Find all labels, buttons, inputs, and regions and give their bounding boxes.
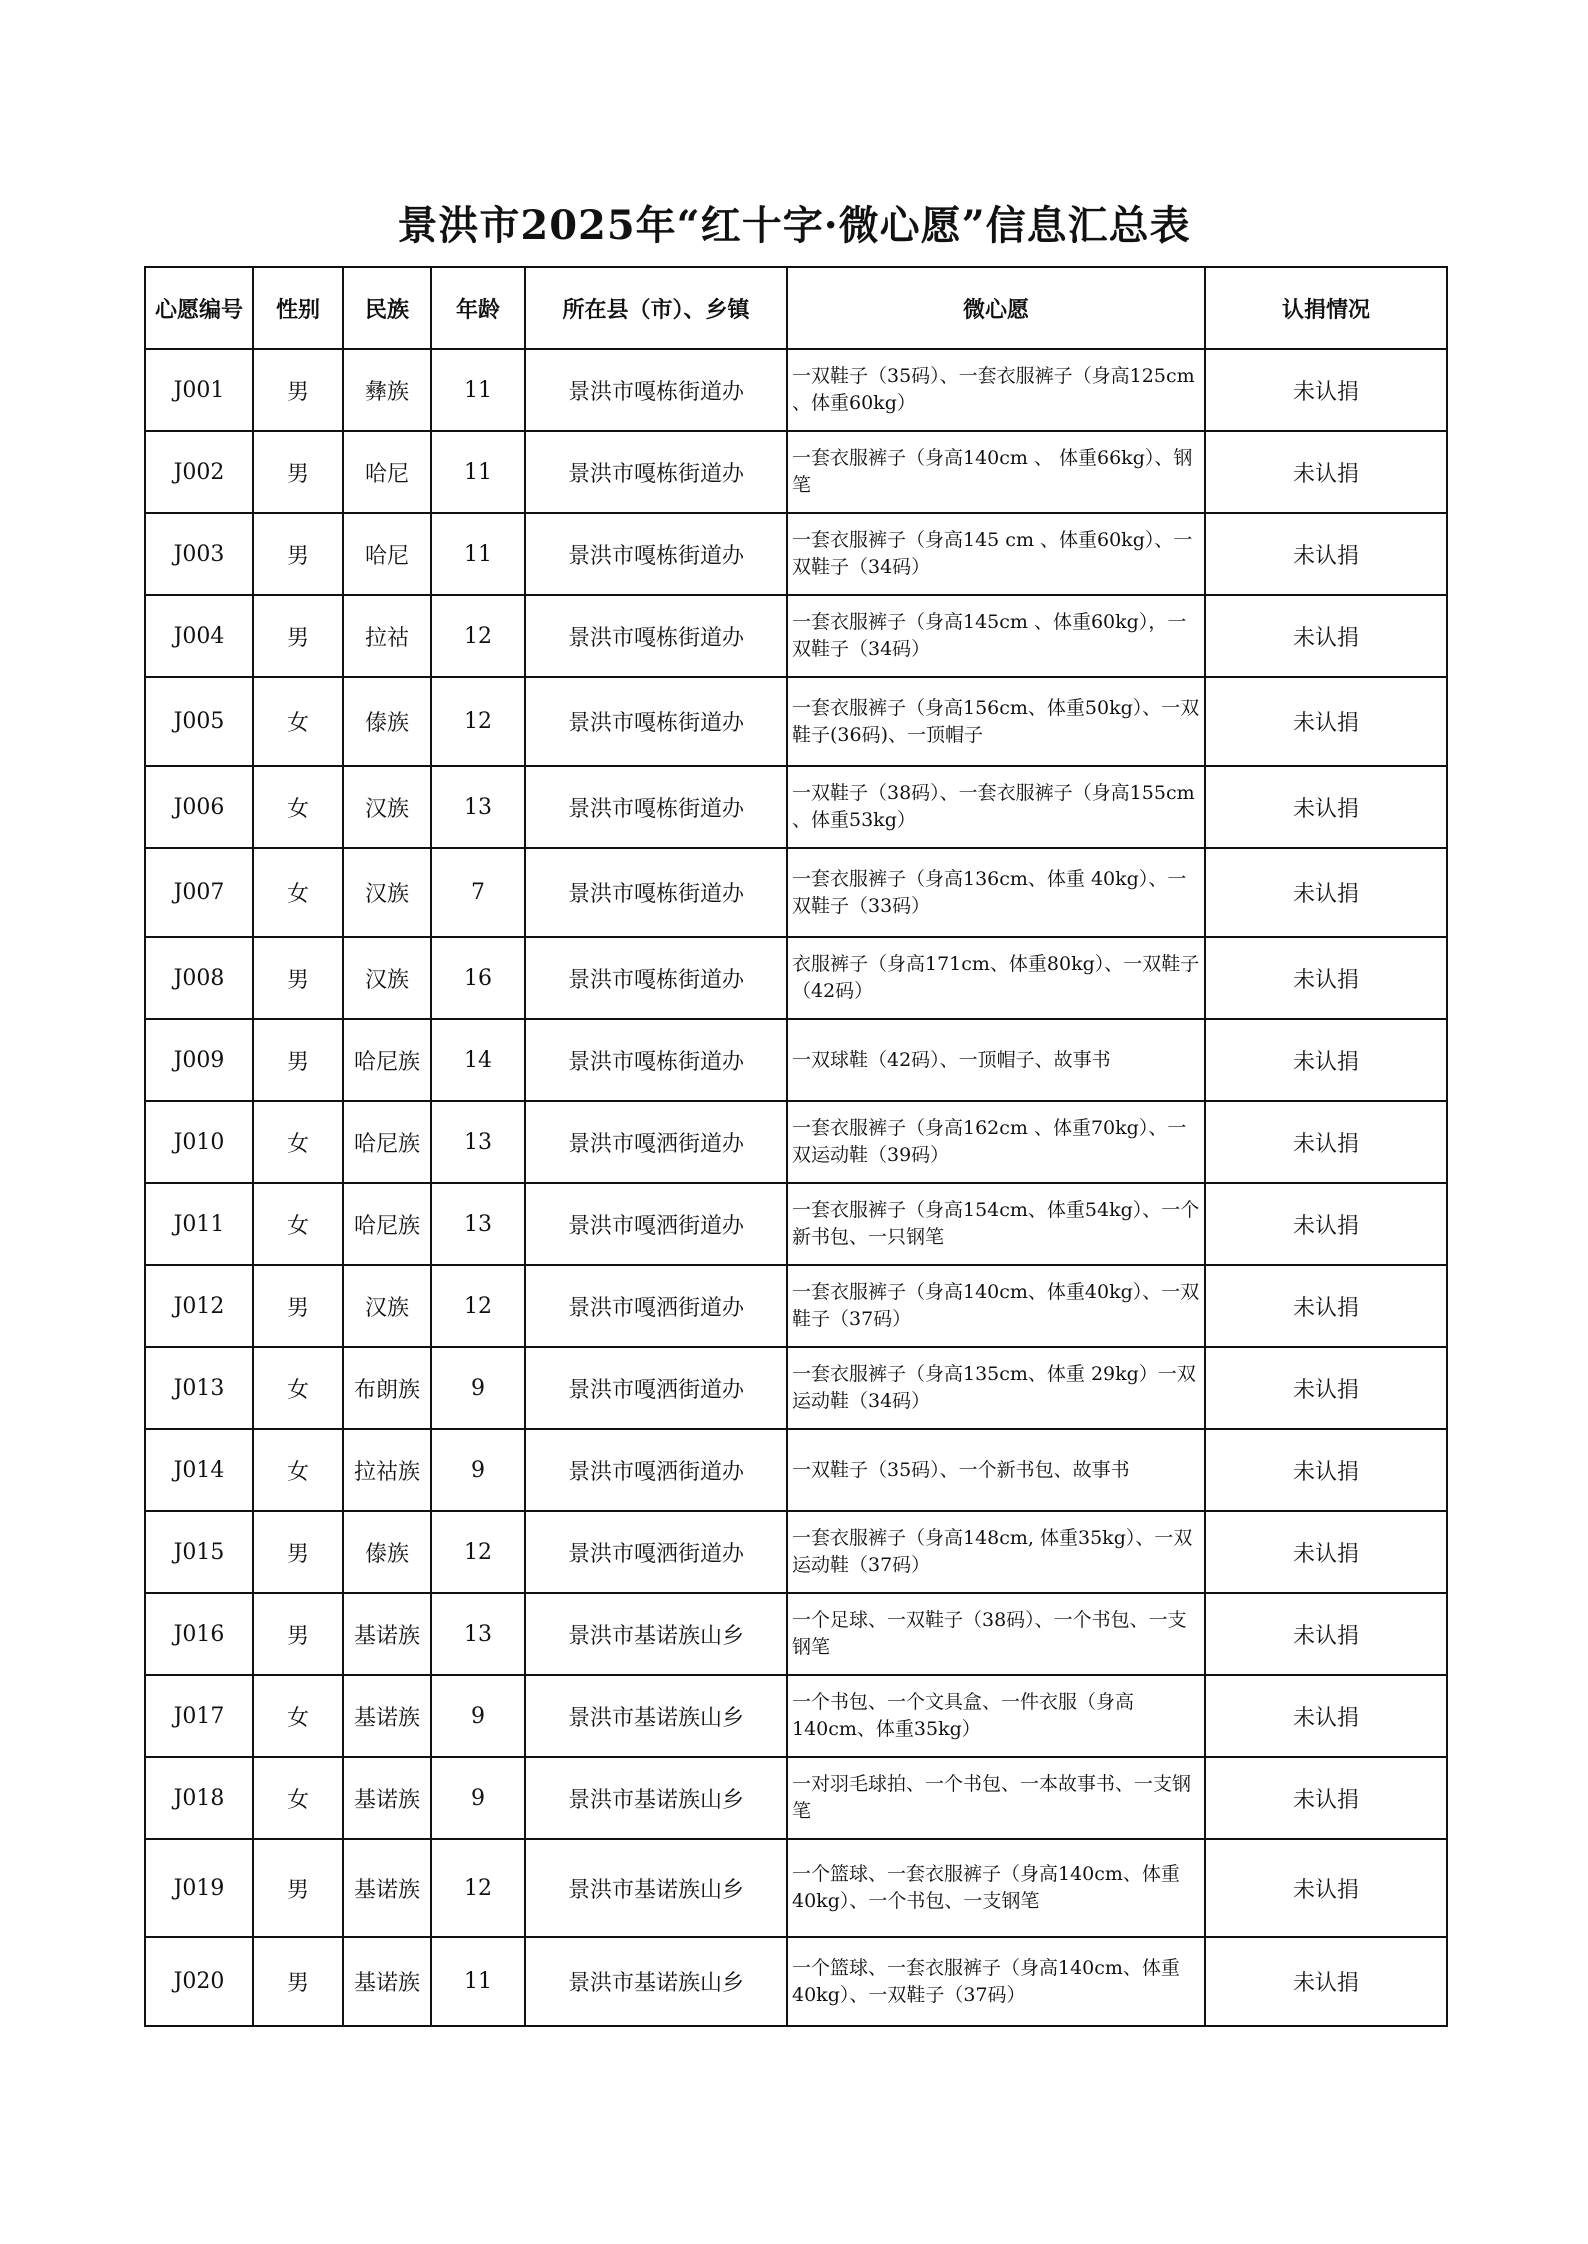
cell-wish-id: J008 (145, 937, 253, 1019)
cell-gender: 女 (253, 1347, 343, 1429)
cell-age: 9 (431, 1757, 525, 1839)
cell-gender: 女 (253, 1183, 343, 1265)
cell-wish-id: J004 (145, 595, 253, 677)
cell-status: 未认捐 (1205, 677, 1447, 766)
cell-status: 未认捐 (1205, 1937, 1447, 2026)
cell-ethnicity: 基诺族 (343, 1593, 431, 1675)
cell-wish-id: J015 (145, 1511, 253, 1593)
cell-ethnicity: 哈尼族 (343, 1183, 431, 1265)
cell-status: 未认捐 (1205, 1511, 1447, 1593)
cell-age: 9 (431, 1347, 525, 1429)
cell-location: 景洪市嘎栋街道办 (525, 766, 787, 848)
cell-status: 未认捐 (1205, 937, 1447, 1019)
cell-ethnicity: 布朗族 (343, 1347, 431, 1429)
cell-wish-id: J018 (145, 1757, 253, 1839)
table-row (145, 1511, 1447, 1593)
cell-age: 9 (431, 1429, 525, 1511)
cell-wish: 一个足球、一双鞋子（38码）、一个书包、一支钢笔 (787, 1593, 1205, 1675)
table-row (145, 1593, 1447, 1675)
column-header-location: 所在县（市）、乡镇 (525, 267, 787, 349)
cell-location: 景洪市嘎洒街道办 (525, 1511, 787, 1593)
cell-location: 景洪市嘎栋街道办 (525, 595, 787, 677)
cell-location: 景洪市嘎栋街道办 (525, 431, 787, 513)
cell-location: 景洪市嘎栋街道办 (525, 349, 787, 431)
cell-location: 景洪市嘎洒街道办 (525, 1265, 787, 1347)
cell-age: 12 (431, 1265, 525, 1347)
cell-status: 未认捐 (1205, 1183, 1447, 1265)
cell-age: 13 (431, 1593, 525, 1675)
table-row (145, 677, 1447, 766)
cell-wish: 衣服裤子（身高171cm、体重80kg）、一双鞋子（42码） (787, 937, 1205, 1019)
table-row (145, 1101, 1447, 1183)
cell-gender: 女 (253, 1675, 343, 1757)
cell-wish: 一套衣服裤子（身高145 cm 、体重60kg）、一双鞋子（34码） (787, 513, 1205, 595)
cell-ethnicity: 哈尼 (343, 431, 431, 513)
cell-age: 12 (431, 1511, 525, 1593)
cell-wish-id: J002 (145, 431, 253, 513)
cell-wish: 一个篮球、一套衣服裤子（身高140cm、体重40kg）、一双鞋子（37码） (787, 1937, 1205, 2026)
cell-wish: 一个篮球、一套衣服裤子（身高140cm、体重40kg）、一个书包、一支钢笔 (787, 1839, 1205, 1937)
cell-location: 景洪市基诺族山乡 (525, 1593, 787, 1675)
cell-status: 未认捐 (1205, 595, 1447, 677)
cell-status: 未认捐 (1205, 1839, 1447, 1937)
cell-wish: 一套衣服裤子（身高136cm、体重 40kg）、一双鞋子（33码） (787, 848, 1205, 937)
cell-location: 景洪市嘎栋街道办 (525, 848, 787, 937)
cell-age: 13 (431, 766, 525, 848)
cell-location: 景洪市基诺族山乡 (525, 1839, 787, 1937)
cell-location: 景洪市嘎栋街道办 (525, 1019, 787, 1101)
column-header-wish: 微心愿 (787, 267, 1205, 349)
cell-wish-id: J006 (145, 766, 253, 848)
cell-status: 未认捐 (1205, 1429, 1447, 1511)
cell-wish-id: J013 (145, 1347, 253, 1429)
cell-wish: 一双鞋子（35码）、一套衣服裤子（身高125cm 、体重60kg） (787, 349, 1205, 431)
cell-age: 7 (431, 848, 525, 937)
cell-location: 景洪市基诺族山乡 (525, 1675, 787, 1757)
cell-gender: 女 (253, 1429, 343, 1511)
cell-status: 未认捐 (1205, 1347, 1447, 1429)
cell-age: 12 (431, 595, 525, 677)
cell-wish: 一套衣服裤子（身高162cm 、体重70kg）、一双运动鞋（39码） (787, 1101, 1205, 1183)
cell-ethnicity: 基诺族 (343, 1937, 431, 2026)
cell-gender: 女 (253, 848, 343, 937)
cell-ethnicity: 哈尼 (343, 513, 431, 595)
cell-ethnicity: 傣族 (343, 1511, 431, 1593)
cell-wish: 一套衣服裤子（身高156cm、体重50kg）、一双鞋子(36码)、一顶帽子 (787, 677, 1205, 766)
cell-age: 12 (431, 677, 525, 766)
cell-location: 景洪市嘎洒街道办 (525, 1429, 787, 1511)
cell-age: 16 (431, 937, 525, 1019)
cell-gender: 男 (253, 1265, 343, 1347)
cell-ethnicity: 基诺族 (343, 1757, 431, 1839)
table-row (145, 1183, 1447, 1265)
cell-age: 13 (431, 1183, 525, 1265)
cell-gender: 男 (253, 937, 343, 1019)
cell-status: 未认捐 (1205, 848, 1447, 937)
cell-age: 13 (431, 1101, 525, 1183)
cell-ethnicity: 汉族 (343, 1265, 431, 1347)
cell-status: 未认捐 (1205, 349, 1447, 431)
cell-status: 未认捐 (1205, 1757, 1447, 1839)
cell-wish: 一套衣服裤子（身高135cm、体重 29kg）一双运动鞋（34码） (787, 1347, 1205, 1429)
cell-gender: 女 (253, 1757, 343, 1839)
cell-wish: 一个书包、一个文具盒、一件衣服（身高140cm、体重35kg） (787, 1675, 1205, 1757)
cell-gender: 男 (253, 1839, 343, 1937)
cell-wish-id: J011 (145, 1183, 253, 1265)
cell-wish-id: J007 (145, 848, 253, 937)
cell-wish-id: J014 (145, 1429, 253, 1511)
cell-ethnicity: 汉族 (343, 848, 431, 937)
table-row (145, 1937, 1447, 2026)
cell-wish-id: J001 (145, 349, 253, 431)
column-header-gender: 性别 (253, 267, 343, 349)
cell-ethnicity: 傣族 (343, 677, 431, 766)
cell-location: 景洪市嘎栋街道办 (525, 677, 787, 766)
cell-ethnicity: 拉祜族 (343, 1429, 431, 1511)
cell-gender: 男 (253, 513, 343, 595)
cell-wish: 一双鞋子（38码）、一套衣服裤子（身高155cm 、体重53kg） (787, 766, 1205, 848)
cell-ethnicity: 汉族 (343, 937, 431, 1019)
cell-age: 11 (431, 349, 525, 431)
cell-ethnicity: 彝族 (343, 349, 431, 431)
cell-wish: 一双球鞋（42码）、一顶帽子、故事书 (787, 1019, 1205, 1101)
cell-status: 未认捐 (1205, 1265, 1447, 1347)
cell-age: 11 (431, 513, 525, 595)
cell-ethnicity: 基诺族 (343, 1839, 431, 1937)
cell-wish-id: J017 (145, 1675, 253, 1757)
cell-location: 景洪市嘎洒街道办 (525, 1101, 787, 1183)
cell-status: 未认捐 (1205, 1101, 1447, 1183)
cell-wish-id: J019 (145, 1839, 253, 1937)
table-row (145, 349, 1447, 431)
cell-wish-id: J009 (145, 1019, 253, 1101)
cell-ethnicity: 哈尼族 (343, 1019, 431, 1101)
cell-location: 景洪市基诺族山乡 (525, 1757, 787, 1839)
column-header-status: 认捐情况 (1205, 267, 1447, 349)
table-row (145, 1265, 1447, 1347)
table-row (145, 1429, 1447, 1511)
cell-gender: 男 (253, 1019, 343, 1101)
cell-gender: 女 (253, 677, 343, 766)
cell-gender: 男 (253, 349, 343, 431)
cell-wish: 一双鞋子（35码）、一个新书包、故事书 (787, 1429, 1205, 1511)
cell-wish-id: J016 (145, 1593, 253, 1675)
cell-wish: 一套衣服裤子（身高154cm、体重54kg）、一个新书包、一只钢笔 (787, 1183, 1205, 1265)
cell-wish: 一套衣服裤子（身高148cm, 体重35kg）、一双运动鞋（37码） (787, 1511, 1205, 1593)
column-header-ethnicity: 民族 (343, 267, 431, 349)
table-row (145, 848, 1447, 937)
cell-gender: 男 (253, 1511, 343, 1593)
cell-location: 景洪市嘎栋街道办 (525, 513, 787, 595)
cell-wish: 一套衣服裤子（身高145cm 、体重60kg），一双鞋子（34码） (787, 595, 1205, 677)
cell-wish-id: J012 (145, 1265, 253, 1347)
cell-wish: 一对羽毛球拍、一个书包、一本故事书、一支钢笔 (787, 1757, 1205, 1839)
cell-location: 景洪市嘎栋街道办 (525, 937, 787, 1019)
table-row (145, 766, 1447, 848)
cell-wish: 一套衣服裤子（身高140cm 、 体重66kg）、钢笔 (787, 431, 1205, 513)
cell-status: 未认捐 (1205, 1593, 1447, 1675)
cell-status: 未认捐 (1205, 1675, 1447, 1757)
cell-wish-id: J010 (145, 1101, 253, 1183)
table-row (145, 937, 1447, 1019)
table-row (145, 1839, 1447, 1937)
cell-status: 未认捐 (1205, 1019, 1447, 1101)
cell-location: 景洪市基诺族山乡 (525, 1937, 787, 2026)
cell-wish-id: J005 (145, 677, 253, 766)
cell-wish-id: J020 (145, 1937, 253, 2026)
cell-age: 14 (431, 1019, 525, 1101)
cell-gender: 女 (253, 1101, 343, 1183)
cell-ethnicity: 拉祜 (343, 595, 431, 677)
cell-age: 12 (431, 1839, 525, 1937)
table-row (145, 1757, 1447, 1839)
table-row (145, 1347, 1447, 1429)
cell-age: 11 (431, 431, 525, 513)
cell-age: 11 (431, 1937, 525, 2026)
column-header-age: 年龄 (431, 267, 525, 349)
page-title: 景洪市2025年“红十字·微心愿”信息汇总表 (397, 202, 1191, 249)
cell-ethnicity: 基诺族 (343, 1675, 431, 1757)
column-header-wish-id: 心愿编号 (145, 267, 253, 349)
cell-gender: 男 (253, 595, 343, 677)
cell-wish-id: J003 (145, 513, 253, 595)
table-row (145, 513, 1447, 595)
cell-wish: 一套衣服裤子（身高140cm、体重40kg）、一双鞋子（37码） (787, 1265, 1205, 1347)
cell-location: 景洪市嘎洒街道办 (525, 1347, 787, 1429)
table-row (145, 431, 1447, 513)
cell-gender: 男 (253, 1593, 343, 1675)
table-row (145, 595, 1447, 677)
cell-status: 未认捐 (1205, 766, 1447, 848)
cell-gender: 男 (253, 431, 343, 513)
cell-status: 未认捐 (1205, 513, 1447, 595)
table-row (145, 1675, 1447, 1757)
cell-location: 景洪市嘎洒街道办 (525, 1183, 787, 1265)
cell-ethnicity: 哈尼族 (343, 1101, 431, 1183)
cell-age: 9 (431, 1675, 525, 1757)
cell-status: 未认捐 (1205, 431, 1447, 513)
cell-gender: 女 (253, 766, 343, 848)
cell-ethnicity: 汉族 (343, 766, 431, 848)
cell-gender: 男 (253, 1937, 343, 2026)
wish-summary-table (144, 266, 1448, 2027)
table-row (145, 1019, 1447, 1101)
table-header-row (145, 267, 1447, 349)
